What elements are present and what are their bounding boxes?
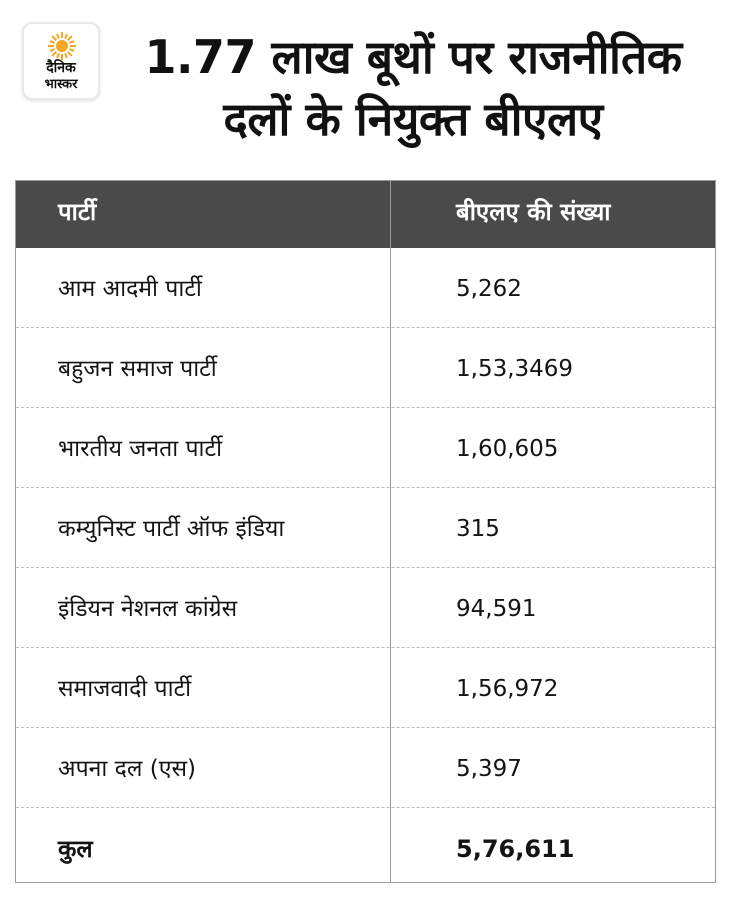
bla-count: 1,60,605 — [456, 436, 559, 462]
table-row — [16, 648, 715, 728]
logo-text-line2: भास्कर — [44, 77, 78, 92]
bla-count: 5,397 — [456, 756, 522, 782]
sun-icon — [48, 32, 76, 60]
bla-count: 5,262 — [456, 276, 522, 302]
header — [0, 0, 730, 180]
bla-count: 315 — [456, 516, 500, 542]
total-label: कुल — [58, 835, 93, 863]
dainik-bhaskar-logo — [22, 22, 100, 100]
party-name: भारतीय जनता पार्टी — [58, 436, 223, 462]
table-row — [16, 488, 715, 568]
bla-table — [15, 180, 716, 883]
bla-count: 1,56,972 — [456, 676, 559, 702]
table-header — [16, 181, 715, 248]
page-title — [108, 26, 718, 150]
table-row — [16, 568, 715, 648]
bla-count: 94,591 — [456, 596, 537, 622]
header-party: पार्टी — [58, 198, 97, 226]
party-name: बहुजन समाज पार्टी — [58, 356, 217, 382]
header-count: बीएलए की संख्या — [456, 198, 611, 226]
title-line2: दलों के नियुक्त बीएलए — [223, 92, 603, 146]
table-row — [16, 248, 715, 328]
party-name: अपना दल (एस) — [58, 756, 197, 782]
party-name: इंडियन नेशनल कांग्रेस — [58, 596, 238, 622]
table-row — [16, 328, 715, 408]
table-row — [16, 728, 715, 808]
party-name: आम आदमी पार्टी — [58, 276, 202, 302]
total-count: 5,76,611 — [456, 835, 575, 863]
table-total-row — [16, 808, 715, 888]
bla-count: 1,53,3469 — [456, 356, 574, 382]
table-row — [16, 408, 715, 488]
party-name: कम्युनिस्ट पार्टी ऑफ इंडिया — [58, 516, 285, 542]
title-line1: 1.77 लाख बूथों पर राजनीतिक — [144, 30, 682, 84]
logo-text-line1: दैनिक — [46, 60, 76, 76]
party-name: समाजवादी पार्टी — [58, 676, 192, 702]
